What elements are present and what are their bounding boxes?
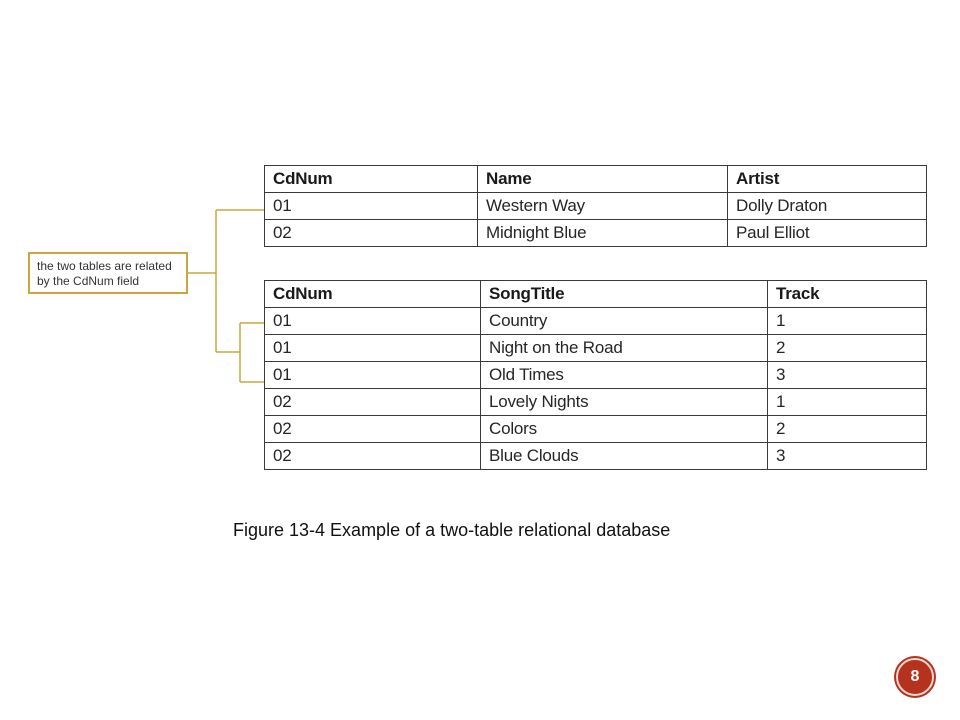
callout-line-2: by the CdNum field [37, 273, 140, 288]
song-table [264, 280, 927, 470]
table-row [265, 308, 927, 335]
song-cell-track: 3 [768, 443, 927, 470]
song-cell-songtitle: Old Times [481, 362, 768, 389]
cd-table-header-row [265, 166, 927, 193]
cd-header-name: Name [478, 166, 728, 193]
cd-cell-artist: Paul Elliot [728, 220, 927, 247]
song-cell-songtitle: Night on the Road [481, 335, 768, 362]
table-row [265, 389, 927, 416]
table-row [265, 220, 927, 247]
song-table-header-row [265, 281, 927, 308]
song-header-track: Track [768, 281, 927, 308]
callout-line-1: the two tables are related [37, 259, 172, 273]
song-cell-songtitle: Country [481, 308, 768, 335]
song-cell-cdnum: 01 [265, 362, 481, 389]
table-row [265, 193, 927, 220]
page-number: 8 [910, 668, 920, 685]
table-row [265, 335, 927, 362]
cd-cell-cdnum: 02 [265, 220, 478, 247]
cd-table [264, 165, 927, 247]
song-cell-track: 1 [768, 389, 927, 416]
cd-cell-cdnum: 01 [265, 193, 478, 220]
cd-cell-name: Midnight Blue [478, 220, 728, 247]
cd-header-artist: Artist [728, 166, 927, 193]
song-header-songtitle: SongTitle [481, 281, 768, 308]
song-cell-songtitle: Colors [481, 416, 768, 443]
song-cell-songtitle: Lovely Nights [481, 389, 768, 416]
table-row [265, 443, 927, 470]
cd-cell-artist: Dolly Draton [728, 193, 927, 220]
page-number-badge [896, 658, 934, 696]
song-cell-track: 1 [768, 308, 927, 335]
song-cell-track: 2 [768, 416, 927, 443]
song-cell-cdnum: 01 [265, 308, 481, 335]
table-row [265, 362, 927, 389]
figure-caption: Figure 13-4 Example of a two-table relational database [233, 520, 671, 540]
song-header-cdnum: CdNum [265, 281, 481, 308]
song-cell-track: 3 [768, 362, 927, 389]
table-row [265, 416, 927, 443]
song-cell-cdnum: 02 [265, 389, 481, 416]
song-cell-cdnum: 02 [265, 443, 481, 470]
song-cell-cdnum: 02 [265, 416, 481, 443]
cd-cell-name: Western Way [478, 193, 728, 220]
song-cell-track: 2 [768, 335, 927, 362]
relationship-callout [28, 252, 188, 294]
song-cell-cdnum: 01 [265, 335, 481, 362]
cd-header-cdnum: CdNum [265, 166, 478, 193]
song-cell-songtitle: Blue Clouds [481, 443, 768, 470]
